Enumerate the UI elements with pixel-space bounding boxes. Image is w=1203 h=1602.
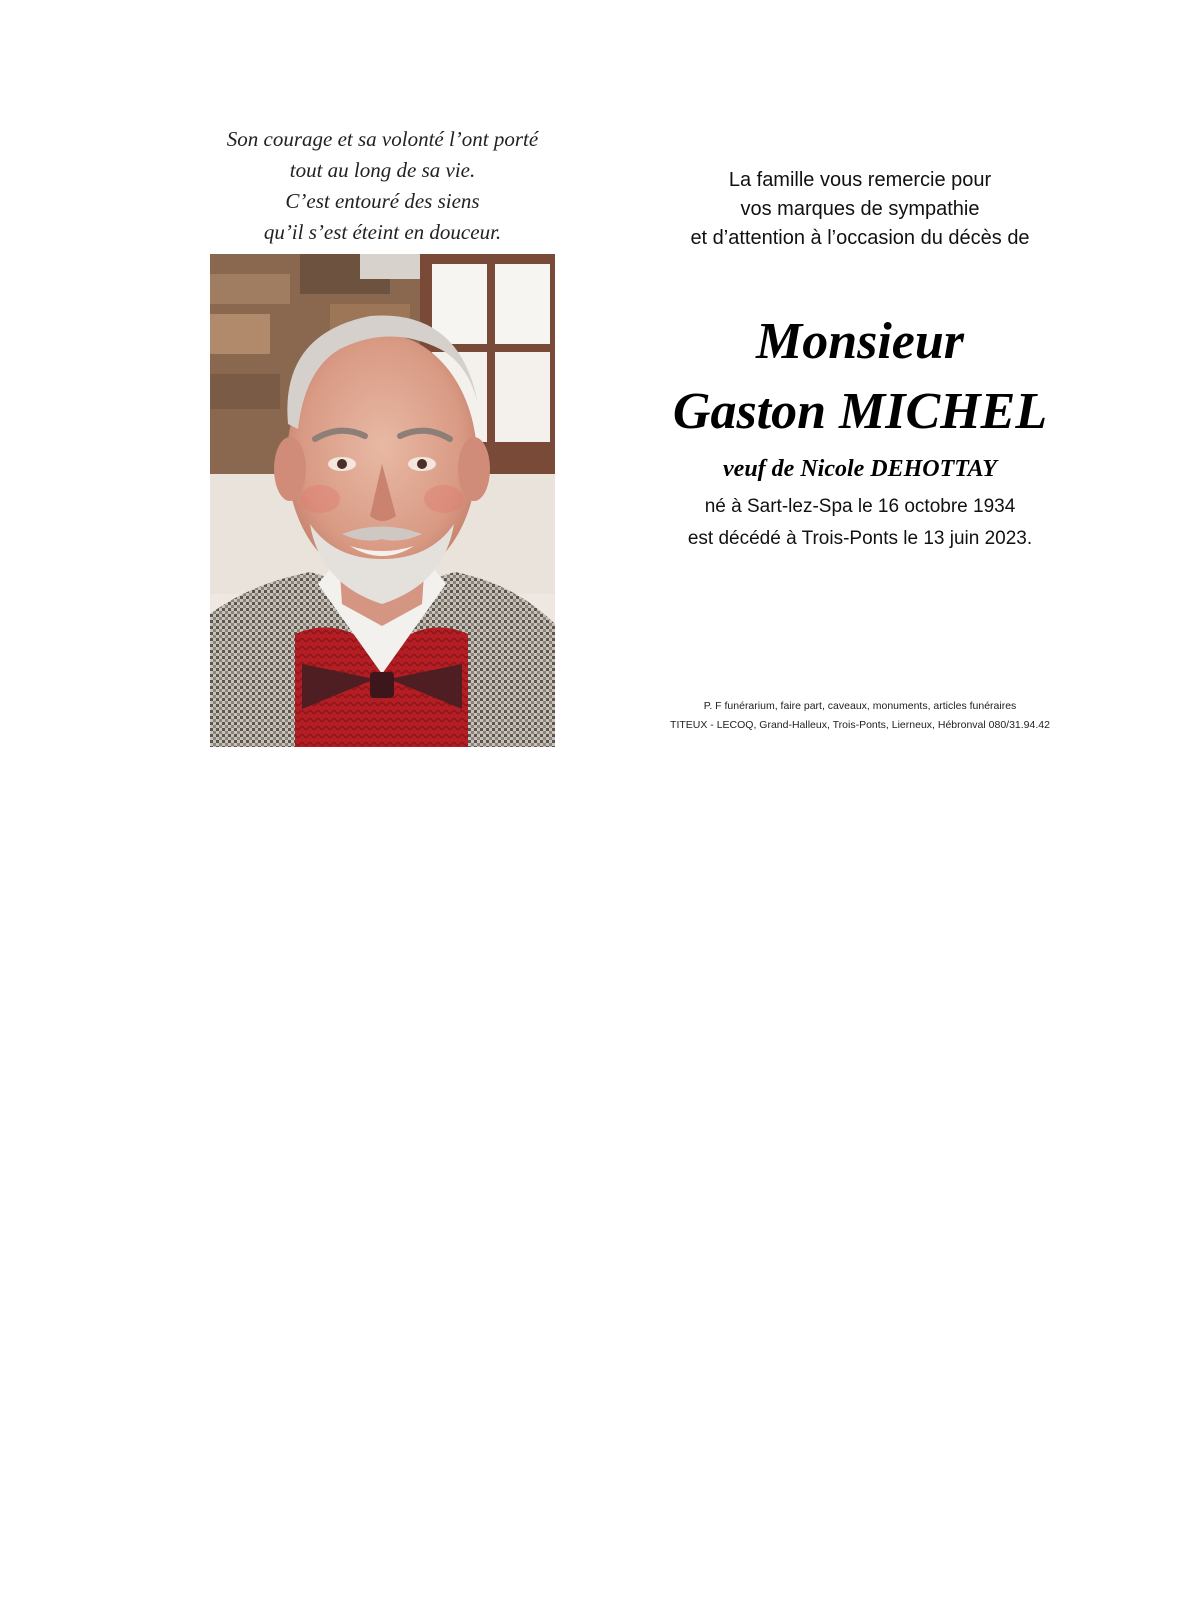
footer-line-2: TITEUX - LECOQ, Grand-Halleux, Trois-Ponts, Lierneux, Hébronval 080/31.94.42: [670, 719, 1050, 731]
thanks-line-1: La famille vous remercie pour: [728, 169, 992, 191]
deceased-name: Gaston MICHEL: [672, 383, 1048, 440]
thanks-line-3: et d’attention à l’occasion du décès de: [690, 227, 1030, 249]
poem-line-1: Son courage et sa volonté l’ont porté: [226, 127, 539, 151]
life-dates: [600, 491, 1120, 555]
death-line: est décédé à Trois-Ponts le 13 juin 2023.: [687, 528, 1033, 549]
poem-line-2: tout au long de sa vie.: [289, 158, 476, 182]
widow-of-line: veuf de Nicole DEHOTTAY: [723, 456, 997, 482]
funeral-home-footer: [600, 697, 1120, 735]
poem-line-3: C’est entouré des siens: [285, 189, 480, 213]
birth-line: né à Sart-lez-Spa le 16 octobre 1934: [704, 496, 1016, 517]
poem-line-4: qu’il s’est éteint en douceur.: [263, 220, 502, 244]
thank-you-message: [640, 166, 1080, 253]
portrait-photo: [210, 254, 555, 747]
footer-line-1: P. F funérarium, faire part, caveaux, monuments, articles funéraires: [703, 700, 1017, 712]
honorific-title: Monsieur: [755, 313, 965, 370]
memorial-poem: [185, 124, 580, 248]
thanks-line-2: vos marques de sympathie: [740, 198, 980, 220]
